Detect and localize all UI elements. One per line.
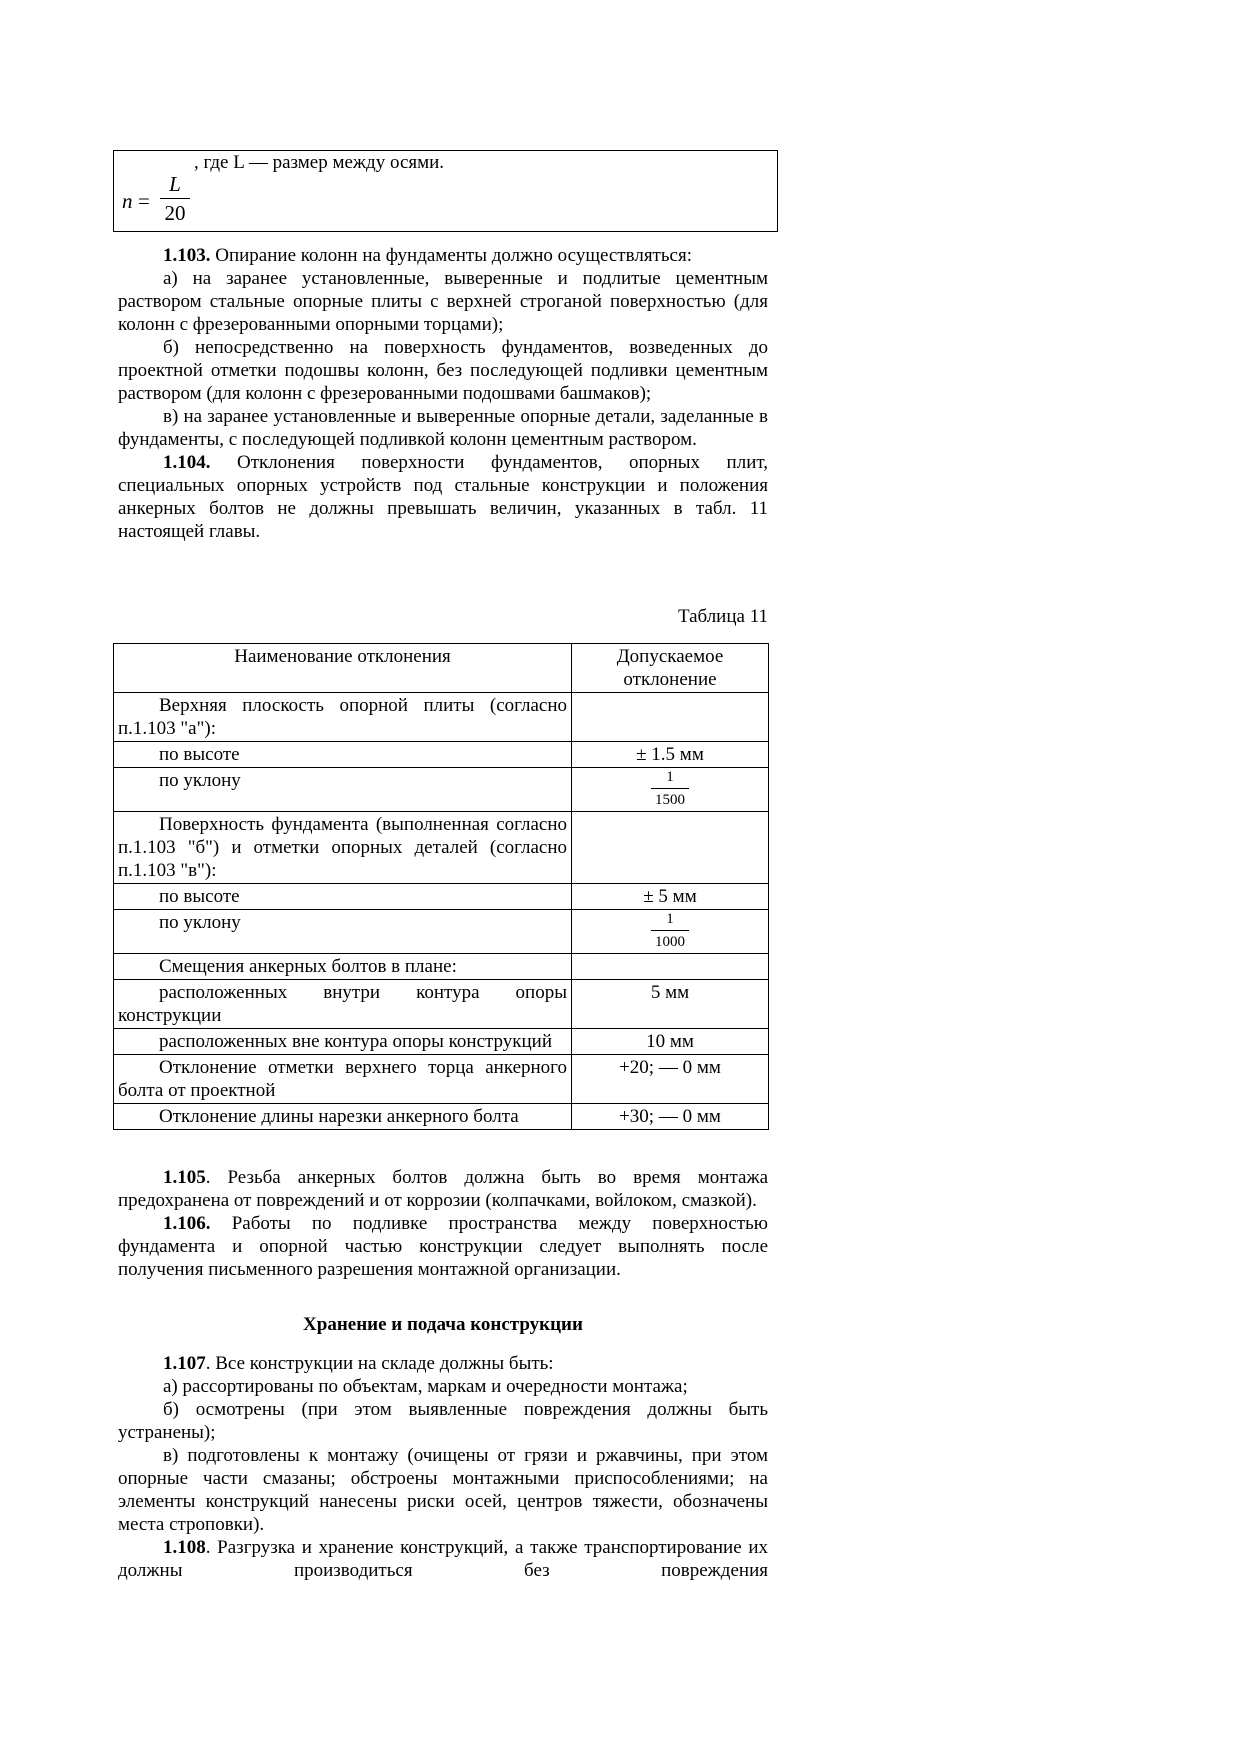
clause-text: . Резьба анкерных болтов должна быть во время монтажа предохранена от повреждений и от коррозии (колпачками, войлоком, смазкой).	[118, 1167, 768, 1211]
paragraph-1-107-a: а) рассортированы по объектам, маркам и очередности монтажа;	[163, 1376, 688, 1397]
fraction-numerator: 1	[666, 911, 674, 927]
row-value: +30; — 0 мм	[572, 1104, 769, 1130]
row-name: Отклонение длины нарезки анкерного болта	[114, 1104, 572, 1130]
clause-number: 1.108	[163, 1537, 206, 1558]
clause-number: 1.104.	[163, 452, 211, 473]
formula-denominator: 20	[164, 201, 186, 225]
table-row	[114, 980, 769, 1029]
paragraph-1-107	[118, 1352, 768, 1375]
column-header-value: Допускаемое отклонение	[572, 644, 769, 693]
row-value	[572, 693, 769, 742]
clause-text: Работы по подливке пространства между поверхностью фундамента и опорной частью конструкции следует выполнять после получения письменного разрешения монтажной организации.	[118, 1213, 768, 1280]
fraction-bar	[651, 788, 689, 789]
section-heading: Хранение и подача конструкции	[303, 1314, 583, 1335]
row-name: Поверхность фундамента (выполненная согласно п.1.103 "б") и отметки опорных деталей (согласно п.1.103 "в"):	[114, 812, 572, 884]
row-name: по высоте	[114, 742, 572, 768]
paragraph-1-106	[118, 1212, 768, 1281]
clause-number: 1.103.	[163, 245, 211, 266]
row-name: по уклону	[114, 910, 572, 954]
fraction-denominator: 1000	[655, 934, 685, 950]
slope-fraction	[651, 769, 689, 809]
row-value	[572, 910, 769, 954]
row-name: по уклону	[114, 768, 572, 812]
formula-numerator: L	[169, 172, 181, 196]
table-header-row	[114, 644, 769, 693]
formula-note: , где L — размер между осями.	[194, 152, 445, 173]
table-row	[114, 910, 769, 954]
formula-box	[113, 150, 778, 232]
table-row	[114, 1055, 769, 1104]
row-name: Смещения анкерных болтов в плане:	[114, 954, 572, 980]
column-header-name: Наименование отклонения	[114, 644, 572, 693]
row-value: +20; — 0 мм	[572, 1055, 769, 1104]
section-1-107-1-108	[118, 1352, 768, 1582]
formula-fraction	[160, 171, 190, 226]
table-row	[114, 812, 769, 884]
deviation-table	[113, 643, 769, 1130]
row-value	[572, 768, 769, 812]
clause-text: Опирание колонн на фундаменты должно осуществляться:	[210, 245, 692, 266]
paragraph-1-103-v: в) на заранее установленные и выверенные опорные детали, заделанные в фундаменты, с последующей подливкой колонн цементным раствором.	[118, 406, 768, 450]
fraction-denominator: 1500	[655, 792, 685, 808]
row-value: 5 мм	[572, 980, 769, 1029]
paragraph-1-107-b: б) осмотрены (при этом выявленные повреждения должны быть устранены);	[118, 1399, 768, 1443]
clause-text: Отклонения поверхности фундаментов, опорных плит, специальных опорных устройств под стальные конструкции и положения анкерных болтов не должны превышать величин, указанных в табл. 11 настоящей главы.	[118, 452, 768, 542]
table-row	[114, 884, 769, 910]
formula-equals: =	[138, 189, 150, 213]
paragraph-1-103-b: б) непосредственно на поверхность фундаментов, возведенных до проектной отметки подошвы колонн, без последующей подливки цементным раствором (для колонн с фрезерованными подошвами башмаков);	[118, 337, 768, 404]
clause-number: 1.105	[163, 1167, 206, 1188]
table-row	[114, 693, 769, 742]
row-value	[572, 954, 769, 980]
row-value: ± 5 мм	[572, 884, 769, 910]
slope-fraction	[651, 911, 689, 951]
fraction-numerator: 1	[666, 769, 674, 785]
row-value	[572, 812, 769, 884]
table-row	[114, 954, 769, 980]
row-value: ± 1.5 мм	[572, 742, 769, 768]
table-caption: Таблица 11	[677, 606, 768, 627]
row-name: расположенных внутри контура опоры конструкции	[114, 980, 572, 1029]
clause-number: 1.107	[163, 1353, 206, 1374]
paragraph-1-108	[118, 1536, 768, 1582]
paragraph-1-104	[118, 451, 768, 543]
section-1-105-1-106	[118, 1166, 768, 1281]
fraction-bar	[160, 198, 190, 199]
clause-number: 1.106.	[163, 1213, 211, 1234]
row-value: 10 мм	[572, 1029, 769, 1055]
row-name: расположенных вне контура опоры конструкций	[114, 1029, 572, 1055]
row-name: по высоте	[114, 884, 572, 910]
section-1-103-1-104	[118, 244, 768, 543]
paragraph-1-107-v: в) подготовлены к монтажу (очищены от грязи и ржавчины, при этом опорные части смазаны; обстроены монтажными приспособлениями; на элементы конструкций нанесены риски осей, центров тяжести, обозначены места строповки).	[118, 1445, 768, 1535]
row-name: Верхняя плоскость опорной плиты (согласно п.1.103 "а"):	[114, 693, 572, 742]
fraction-bar	[651, 930, 689, 931]
table-row	[114, 1029, 769, 1055]
table-row	[114, 768, 769, 812]
row-name: Отклонение отметки верхнего торца анкерного болта от проектной	[114, 1055, 572, 1104]
table-row	[114, 1104, 769, 1130]
paragraph-1-103-a: а) на заранее установленные, выверенные и подлитые цементным раствором стальные опорные плиты с верхней строганой поверхностью (для колонн с фрезерованными опорными торцами);	[118, 268, 768, 335]
table-row	[114, 742, 769, 768]
paragraph-1-105	[118, 1166, 768, 1212]
paragraph-1-103	[118, 244, 768, 267]
clause-text: . Все конструкции на складе должны быть:	[205, 1353, 554, 1374]
formula-lhs: n	[122, 189, 133, 213]
clause-text: . Разгрузка и хранение конструкций, а также транспортирование их должны производиться без повреждения	[118, 1537, 768, 1581]
